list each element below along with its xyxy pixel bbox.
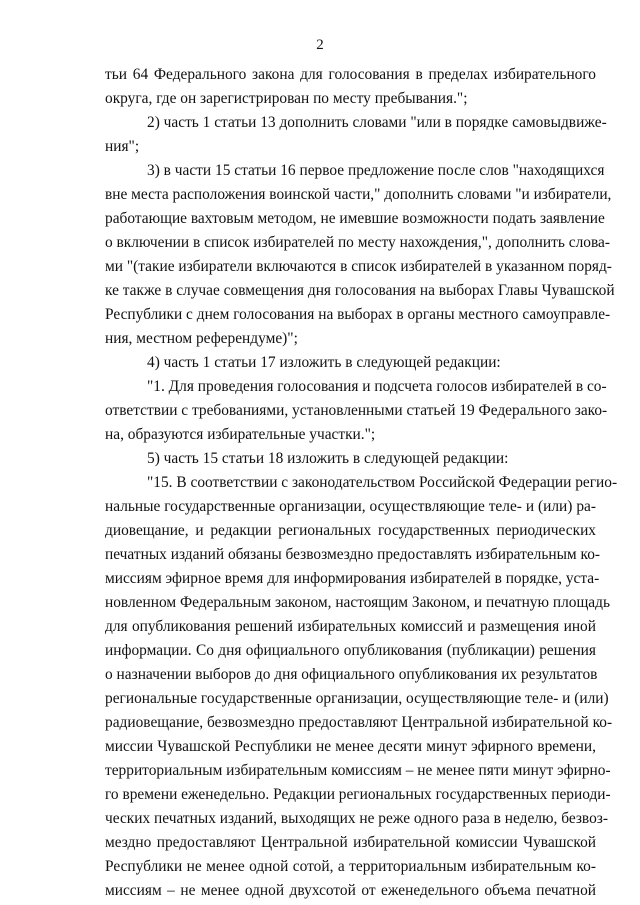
page-number: 2	[316, 37, 324, 53]
text-line: работающие вахтовым методом, не имевшие возможности подать заявление	[105, 210, 605, 227]
text-line: ответствии с требованиями, установленными статьей 19 Федерального зако-	[105, 402, 608, 419]
text-line: печатных изданий обязаны безвозмездно предоставлять избирательным ко-	[105, 546, 601, 563]
text-line: территориальным избирательным комиссиям – не менее пяти минут эфирно-	[105, 762, 611, 779]
text-line: ке также в случае совмещения дня голосования на выборах Главы Чувашской	[105, 282, 615, 299]
text-line: нальные государственные организации, осуществляющие теле- и (или) ра-	[105, 498, 596, 515]
text-line: "15. В соответствии с законодательством Российской Федерации регио-	[147, 474, 618, 491]
text-line: "1. Для проведения голосования и подсчета голосов избирателей в со-	[147, 378, 607, 395]
text-line: Республики с днем голосования на выборах в органы местного самоуправле-	[105, 306, 611, 323]
text-line: миссиям эфирное время для информирования избирателей в порядке, уста-	[105, 570, 600, 587]
text-line: на, образуются избирательные участки.";	[105, 426, 376, 443]
text-line: 4) часть 1 статьи 17 изложить в следующей редакции:	[147, 354, 501, 371]
text-line: 3) в части 15 статьи 16 первое предложение после слов "находящихся	[147, 162, 605, 179]
text-line: о назначении выборов до дня официального опубликования их результатов	[105, 666, 598, 683]
text-line: о включении в список избирателей по месту нахождения,", дополнить слова-	[105, 234, 610, 251]
text-line: 5) часть 15 статьи 18 изложить в следующей редакции:	[147, 450, 509, 467]
text-line: миссиям – не менее одной двухсотой от еженедельного объема печатной	[105, 882, 596, 899]
text-line: диовещание, и редакции региональных государственных периодических	[105, 522, 596, 539]
text-line: ми "(такие избиратели включаются в список избирателей в указанном поряд-	[105, 258, 612, 275]
text-line: вне места расположения воинской части," дополнить словами "и избиратели,	[105, 186, 612, 203]
text-line: ния, местном референдуме)";	[105, 330, 298, 347]
text-line: региональные государственные организации, осуществляющие теле- и (или)	[105, 690, 609, 707]
text-line: новленном Федеральным законом, настоящим Законом, и печатную площадь	[105, 594, 610, 611]
text-line: 2) часть 1 статьи 13 дополнить словами "или в порядке самовыдвиже-	[147, 114, 607, 131]
text-line: ческих печатных изданий, выходящих не реже одного раза в неделю, безвоз-	[105, 810, 608, 827]
text-line: тьи 64 Федерального закона для голосования в пределах избирательного	[105, 66, 596, 83]
text-line: радиовещание, безвозмездно предоставляют Центральной избирательной ко-	[105, 714, 613, 731]
text-line: миссии Чувашской Республики не менее десяти минут эфирного времени,	[105, 738, 596, 755]
text-line: для опубликования решений избирательных комиссий и размещения иной	[105, 618, 596, 635]
text-line: Республики не менее одной сотой, а территориальным избирательным ко-	[105, 858, 596, 875]
text-line: ния";	[105, 138, 140, 155]
text-line: информации. Со дня официального опубликования (публикации) решения	[105, 642, 596, 659]
text-line: го времени еженедельно. Редакции региональных государственных периоди-	[105, 786, 611, 803]
text-line: мездно предоставляют Центральной избирательной комиссии Чувашской	[105, 834, 596, 851]
text-line: округа, где он зарегистрирован по месту пребывания.";	[105, 90, 468, 107]
